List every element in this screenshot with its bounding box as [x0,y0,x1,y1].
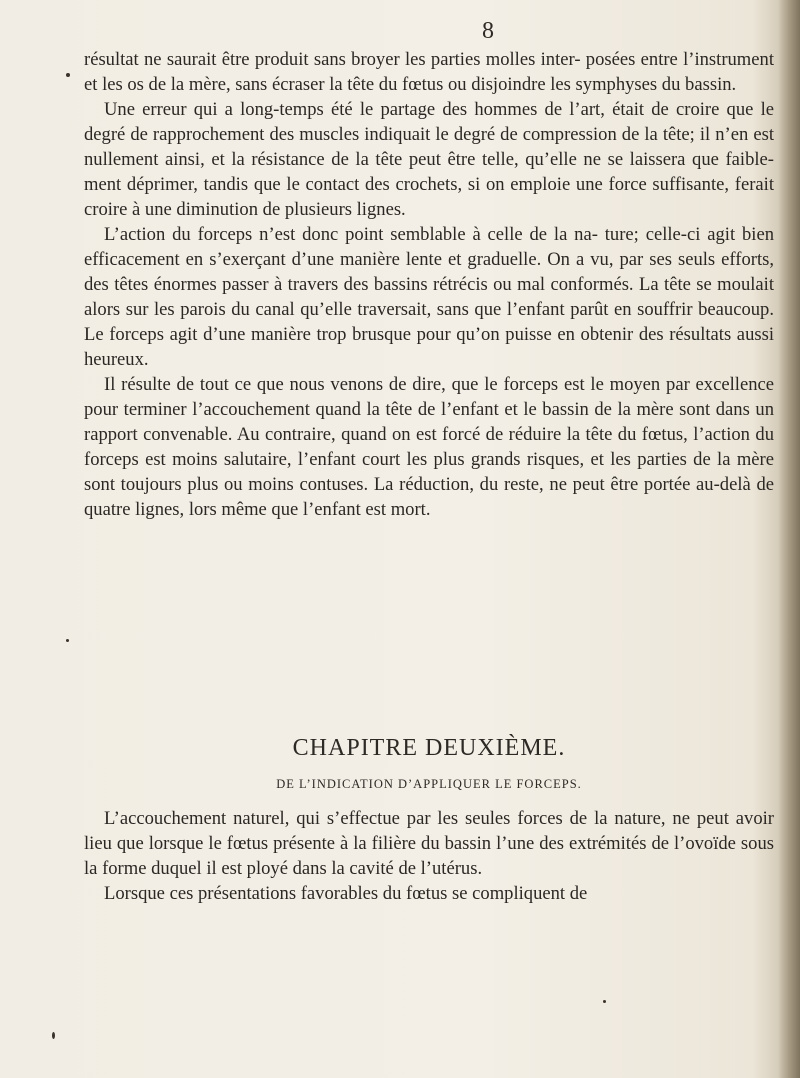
paragraph-presentations: Lorsque ces présentations favorables du fœtus se compliquent de [104,883,588,904]
body-text-section-1 [84,47,774,522]
ink-speck [52,1032,55,1039]
chapter-subtitle: DE L’INDICATION D’APPLIQUER LE FORCEPS. [276,777,582,791]
paragraph-action-forceps: L’action du forceps n’est donc point semblable à celle de la na- ture; celle-ci agit bien efficacement en s’exerçant d’une manière lente et graduelle. On a vu, par ses seuls efforts, des têtes énormes passer à travers des bassins rétrécis ou mal conformés. La tête se moulait alors sur les parois du canal qu’elle traversait, sans que l’enfant parût en souffrir beaucoup. Le forceps agit d’une manière trop brusque pour qu’on puisse en obtenir des résultats aussi heureux. [84,224,774,370]
ink-speck [603,1000,606,1003]
paragraph-continuation: résultat ne saurait être produit sans broyer les parties molles inter- posées entre l’instrument et les os de la mère, sans écraser la tête du fœtus ou disjoindre les symphyses du bassin. [84,49,774,95]
chapter-title: CHAPITRE DEUXIÈME. [292,735,566,761]
paragraph-resultat: Il résulte de tout ce que nous venons de dire, que le forceps est le moyen par excellence pour terminer l’accouchement quand la tête de l’enfant et le bassin de la mère sont dans un rapport convenable. Au contraire, quand on est forcé de réduire la tête du fœtus, l’action du forceps est moins salutaire, l’enfant court les plus grands risques, et les parties de la mère sont toujours plus ou moins contuses. La réduction, du reste, ne peut être portée au-delà de quatre lignes, lors même que l’enfant est mort. [84,374,774,520]
paragraph-accouchement-naturel: L’accouchement naturel, qui s’effectue par les seules forces de la nature, ne peut avoir lieu que lorsque le fœtus présente à la filière du bassin l’une des extrémités de l’ovoïde sous la forme duquel il est ployé dans la cavité de l’utérus. [84,808,774,879]
ink-speck [66,639,69,642]
page-binding-edge [778,0,800,1078]
paragraph-erreur: Une erreur qui a long-temps été le partage des hommes de l’art, était de croire que le degré de rapprochement des muscles indiquait le degré de compression de la tête; il n’en est nullement ainsi, et la résistance de la tête peut être telle, qu’elle ne se laissera que faible- ment déprimer, tandis que le contact des crochets, si on emploie une force suffisante, ferait croire à une diminution de plusieurs lignes. [84,99,774,220]
page-number: 8 [482,18,494,44]
body-text-section-2 [84,806,774,906]
ink-speck [66,73,70,77]
